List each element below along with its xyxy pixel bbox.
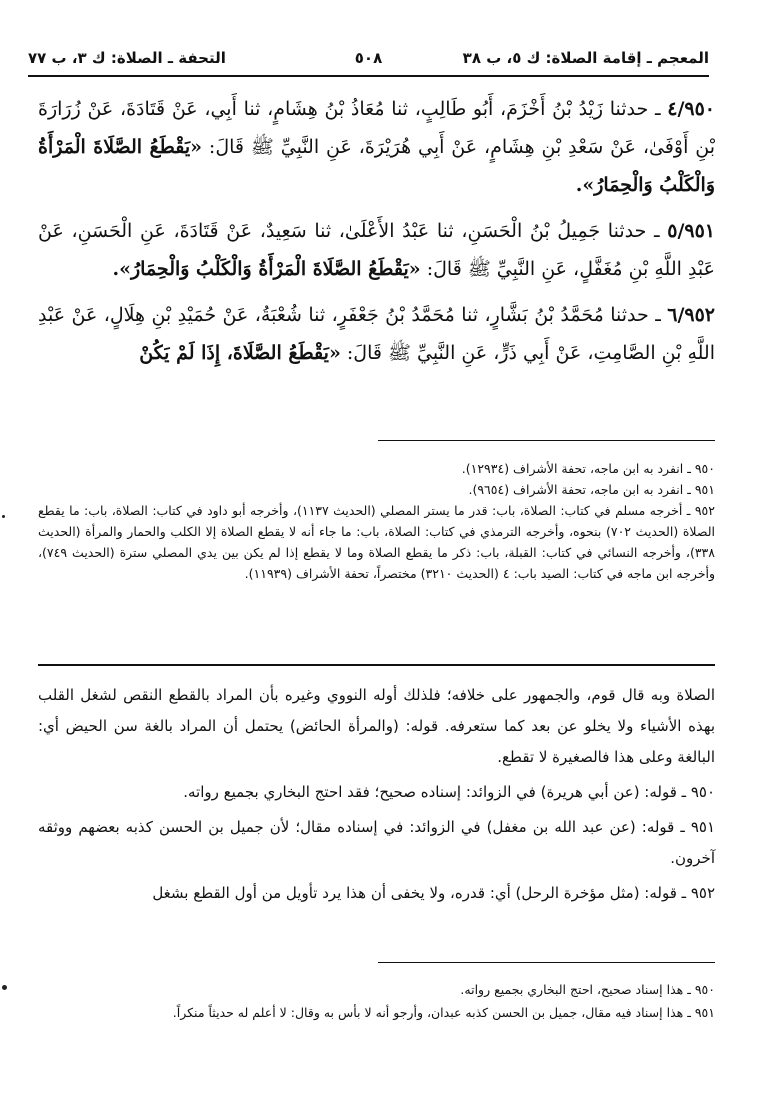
commentary-rule — [38, 664, 715, 666]
footnote-separator — [378, 440, 715, 441]
commentary — [38, 680, 715, 913]
footnote-item: ٩٥٠ ـ انفرد به ابن ماجه، تحفة الأشراف (١٢٩٣٤). — [461, 461, 715, 476]
scan-speck — [2, 515, 5, 518]
hadith-951 — [38, 212, 715, 288]
commentary-paragraph: ٩٥٠ ـ قوله: (عن أبي هريرة) في الزوائد: إسناده صحيح؛ فقد احتج البخاري بجميع رواته. — [183, 783, 715, 801]
hadith-952 — [38, 296, 715, 372]
page-header — [28, 46, 709, 70]
hadith-matn: «يَقْطَعُ الصَّلَاةَ الْمَرْأَةُ وَالْكَلْبُ وَالْحِمَارُ». — [112, 258, 421, 280]
header-rule — [28, 75, 709, 77]
footnote-item: ٩٥١ ـ هذا إسناد فيه مقال، جميل بن الحسن كذبه عبدان، وأرجو أنه لا بأس به وقال: لا أعلم له حديثاً منكراً. — [172, 1005, 715, 1020]
footnote-item: ٩٥٠ ـ هذا إسناد صحيح، احتج البخاري بجميع رواته. — [460, 982, 715, 997]
hadith-950 — [38, 90, 715, 204]
footnote-item: ٩٥٢ ـ أخرجه مسلم في كتاب: الصلاة، باب: قدر ما يستر المصلي (الحديث ١١٣٧)، وأخرجه أبو داود في كتاب: الصلاة، باب: ما يقطع الصلاة (الحديث ٧٠٢) بنحوه، وأخرجه الترمذي في كتاب: الصلاة، باب: ما جاء أنه لا يقطع الصلاة إلا الكلب والحمار والمرأة (الحديث ٣٣٨)، وأخرجه النسائي في كتاب: القبلة، باب: ذكر ما يقطع الصلاة وما لا يقطع إذا لم يكن بين يدي المصلي سترة (الحديث ٧٤٩)، وأخرجه ابن ماجه في كتاب: الصيد باب: ٤ (الحديث ٣٢١٠) مختصراً، تحفة الأشراف (١١٩٣٩). — [38, 503, 715, 581]
commentary-paragraph: ٩٥٢ ـ قوله: (مثل مؤخرة الرحل) أي: قدره، ولا يخفى أن هذا يرد تأويل من أول القطع بشغل — [152, 884, 715, 902]
takhrij-footnotes — [38, 458, 715, 584]
footnote-item: ٩٥١ ـ انفرد به ابن ماجه، تحفة الأشراف (٩٦٥٤). — [468, 482, 715, 497]
hadith-matn: «يَقْطَعُ الصَّلَاةَ، إِذَا لَمْ يَكُنْ — [139, 342, 341, 364]
zawaid-footnotes — [38, 978, 715, 1024]
commentary-paragraph: ٩٥١ ـ قوله: (عن عبد الله بن مغفل) في الزوائد: في إسناده مقال؛ لأن جميل بن الحسن كذبه بعضهم ووثقه آخرون. — [38, 818, 715, 867]
hadith-isnad: ـ حدثنا جَمِيلُ بْنُ الْحَسَنِ، ثنا عَبْدُ الأَعْلَىٰ، ثنا سَعِيدٌ، عَنْ قَتَادَةَ، عَنِ الْحَسَنِ، عَنْ عَبْدِ اللَّهِ بْنِ مُغَفَّلٍ، عَنِ النَّبِيِّ ﷺ قَالَ: — [38, 220, 715, 280]
header-right-text: المعجم ـ إقامة الصلاة: ك ٥، ب ٣٨ — [462, 49, 709, 67]
header-left-text: التحفة ـ الصلاة: ك ٣، ب ٧٧ — [28, 49, 226, 67]
commentary-paragraph: الصلاة وبه قال قوم، والجمهور على خلافه؛ فلذلك أوله النووي وغيره بأن المراد بالقطع النقص لشغل القلب بهذه الأشياء ولا يخلو عن بعد كما ستعرفه. قوله: (والمرأة الحائض) يحتمل أن المراد بالغة سن الحيض أي: البالغة وعلى هذا فالصغيرة لا تقطع. — [38, 686, 715, 766]
page-number: ٥٠٨ — [354, 49, 383, 67]
hadith-number: ٦/٩٥٢ — [667, 304, 715, 326]
hadith-text — [38, 90, 715, 380]
hadith-number: ٤/٩٥٠ — [667, 98, 715, 120]
hadith-isnad: ـ حدثنا مُحَمَّدُ بْنُ بَشَّارٍ، ثنا مُحَمَّدُ بْنُ جَعْفَرٍ، ثنا شُعْبَةُ، عَنْ حُمَيْدِ بْنِ هِلَالٍ، عَنْ عَبْدِ اللَّهِ بْنِ الصَّامِتِ، عَنْ أَبِي ذَرٍّ، عَنِ النَّبِيِّ ﷺ قَالَ: — [38, 304, 715, 364]
hadith-matn: «يَقْطَعُ الصَّلَاةَ الْمَرْأَةُ وَالْكَلْبُ وَالْحِمَارُ». — [38, 136, 715, 196]
hadith-number: ٥/٩٥١ — [667, 220, 715, 242]
bottom-footnote-separator — [378, 962, 715, 963]
scan-speck — [2, 985, 7, 990]
hadith-isnad: ـ حدثنا زَيْدُ بْنُ أَخْزَمَ، أَبُو طَالِبٍ، ثنا مُعَاذُ بْنُ هِشَامٍ، ثنا أَبِي، عَنْ قَتَادَةَ، عَنْ زُرَارَةَ بْنِ أَوْفَىٰ، عَنْ سَعْدِ بْنِ هِشَامٍ، عَنْ أَبِي هُرَيْرَةَ، عَنِ النَّبِيِّ ﷺ قَالَ: — [38, 98, 715, 158]
